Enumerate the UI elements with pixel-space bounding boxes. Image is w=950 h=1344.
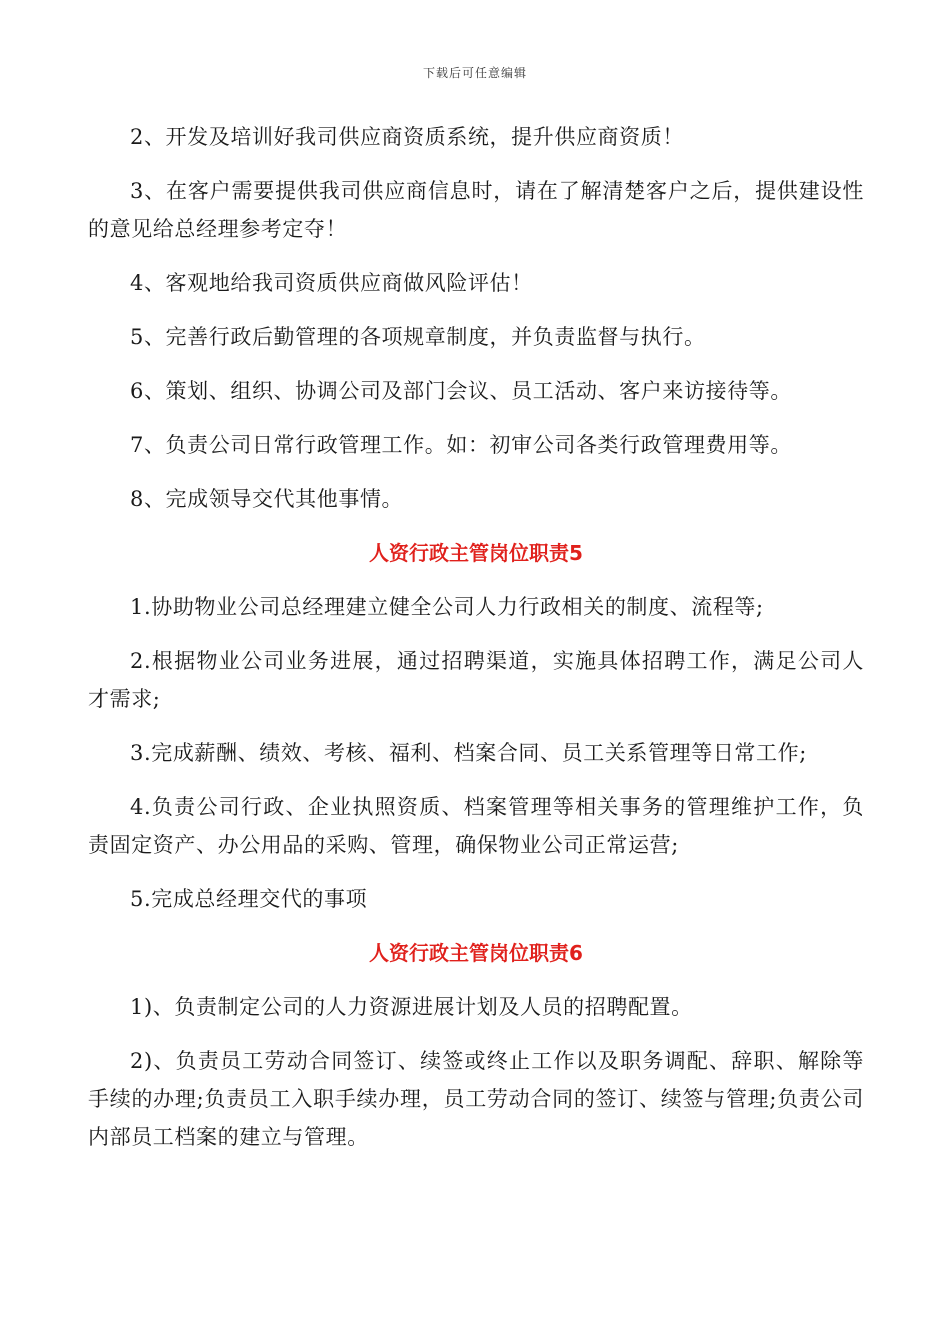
section-heading: 人资行政主管岗位职责5 bbox=[369, 541, 583, 565]
duty-item: 6、策划、组织、协调公司及部门会议、员工活动、客户来访接待等。 bbox=[130, 379, 792, 403]
duty-item: 4、客观地给我司资质供应商做风险评估！ bbox=[130, 271, 533, 295]
duty-item: 8、完成领导交代其他事情。 bbox=[130, 487, 404, 511]
duty-item: 1.协助物业公司总经理建立健全公司人力行政相关的制度、流程等; bbox=[130, 595, 764, 619]
duty-item: 5、完善行政后勤管理的各项规章制度，并负责监督与执行。 bbox=[130, 325, 706, 349]
duty-item: 3、在客户需要提供我司供应商信息时，请在了解清楚客户之后，提供建设性的意见给总经理参考定夺！ bbox=[88, 179, 864, 241]
duty-item: 2.根据物业公司业务进展，通过招聘渠道，实施具体招聘工作，满足公司人才需求; bbox=[88, 649, 864, 711]
duty-item: 2、开发及培训好我司供应商资质系统，提升供应商资质！ bbox=[130, 125, 684, 149]
duty-item: 3.完成薪酬、绩效、考核、福利、档案合同、员工关系管理等日常工作; bbox=[130, 741, 807, 765]
duty-item: 2)、负责员工劳动合同签订、续签或终止工作以及职务调配、辞职、解除等手续的办理;负责员工入职手续办理，员工劳动合同的签订、续签与管理;负责公司内部员工档案的建立与管理。 bbox=[88, 1049, 864, 1149]
duty-item: 1)、负责制定公司的人力资源进展计划及人员的招聘配置。 bbox=[130, 995, 693, 1019]
duty-item: 7、负责公司日常行政管理工作。如：初审公司各类行政管理费用等。 bbox=[130, 433, 792, 457]
section-heading: 人资行政主管岗位职责6 bbox=[369, 941, 583, 965]
page-header-note: 下载后可任意编辑 bbox=[422, 66, 527, 80]
duty-item: 4.负责公司行政、企业执照资质、档案管理等相关事务的管理维护工作，负责固定资产、办公用品的采购、管理，确保物业公司正常运营; bbox=[88, 795, 864, 857]
document-body bbox=[88, 118, 864, 1172]
duty-item: 5.完成总经理交代的事项 bbox=[130, 887, 368, 911]
